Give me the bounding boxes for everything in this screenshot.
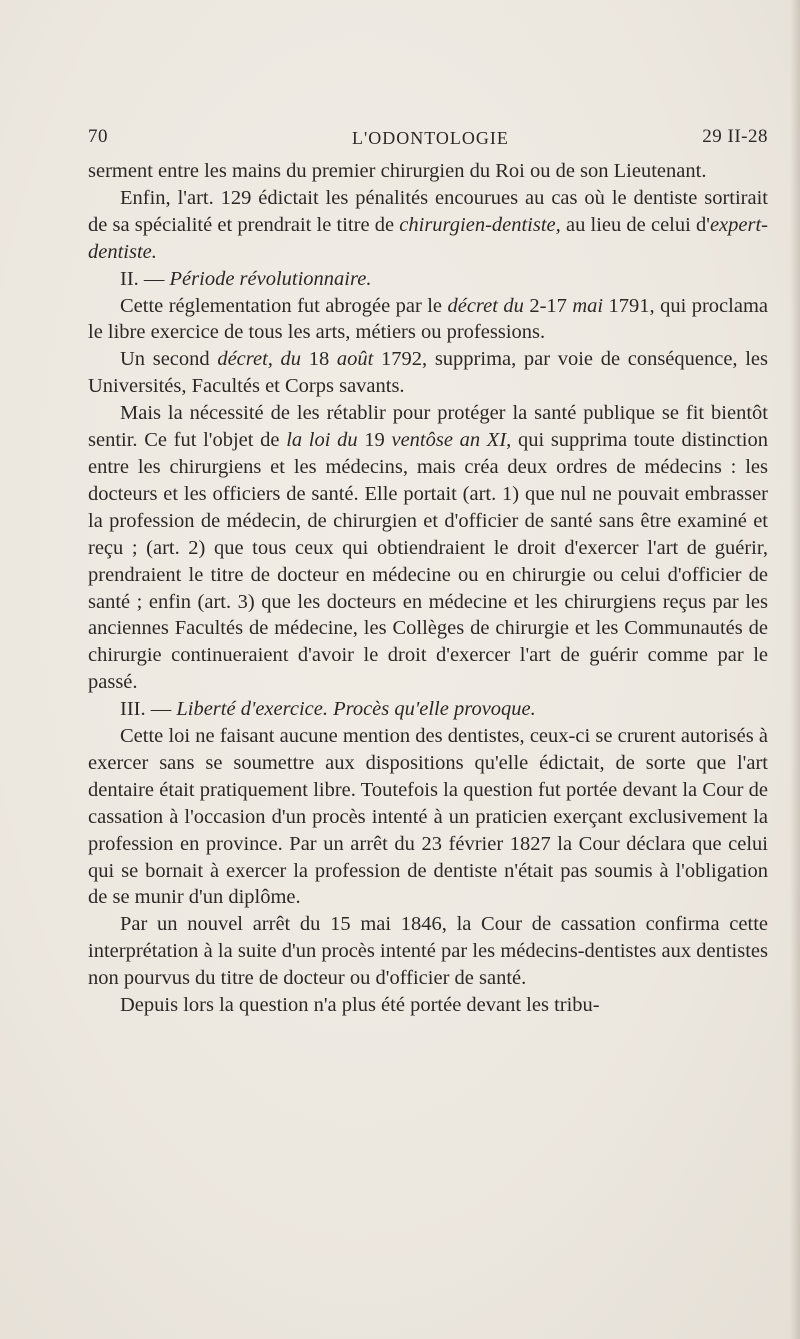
paragraph-article-129: Enfin, l'art. 129 édictait les pénalités encourues au cas où le dentiste sortirait de sa spécialité et prendrait le titre de chirurgien-dentiste, au lieu de celui d'expert-dentiste. xyxy=(88,186,768,263)
paragraph-court-1827: Cette loi ne faisant aucune mention des dentistes, ceux-ci se crurent autorisés à exercer sans se soumettre aux dispositions qu'elle édictait, de sorte que l'art dentaire était pratiquement libre. Toutefois la question fut portée devant la Cour de cassation à l'occasion d'un procès intenté à un praticien exerçant exclusivement la profession en province. Par un arrêt du 23 février 1827 la Cour déclara que celui qui se bornait à exercer la profession de dentiste n'était pas soumis à l'obligation de se munir d'un diplôme. xyxy=(88,725,768,909)
page-edge-shadow xyxy=(790,0,800,1339)
journal-title: L'ODONTOLOGIE xyxy=(352,128,509,148)
issue-date: 29 II-28 xyxy=(702,126,768,147)
paragraph-decree-1791: Cette réglementation fut abrogée par le décret du 2-17 mai 1791, qui proclama le libre exercice de tous les arts, métiers ou professions. xyxy=(88,294,768,344)
paragraph-court-1846: Par un nouvel arrêt du 15 mai 1846, la Cour de cassation confirma cette interprétation à la suite d'un procès intenté par les médecins-dentistes aux dentistes non pourvus du titre de docteur ou d'officier de santé. xyxy=(88,913,768,990)
running-header xyxy=(88,126,768,156)
page-number: 70 xyxy=(88,126,108,147)
paragraph-law-ventose: Mais la nécessité de les rétablir pour protéger la santé publique se fit bientôt sentir. Ce fut l'objet de la loi du 19 ventôse an XI, qui supprima toute distinction entre les chirurgiens et les médecins, mais créa deux ordres de médecins : les docteurs et les officiers de santé. Elle portait (art. 1) que nul ne pouvait embrasser la profession de médecin, de chirurgien et d'officier de santé sans être examiné et reçu ; (art. 2) que tous ceux qui obtiendraient le droit d'exercer l'art de guérir, prendraient le titre de docteur en médecine ou en chirurgie ou celui d'officier de santé ; enfin (art. 3) que les docteurs en médecine et les chirurgiens reçus par les anciennes Facultés de médecine, les Collèges de chirurgie et les Communautés de chirurgie continueraient d'avoir le droit d'exercer l'art de guérir comme par le passé. xyxy=(88,402,769,694)
paragraph-decree-1792: Un second décret, du 18 août 1792, supprima, par voie de conséquence, les Universités, Facultés et Corps savants. xyxy=(88,348,768,398)
paragraph-final: Depuis lors la question n'a plus été portée devant les tribu- xyxy=(120,994,600,1017)
section-heading-iii: III. — Liberté d'exercice. Procès qu'elle provoque. xyxy=(120,698,536,721)
section-heading-ii: II. — Période révolutionnaire. xyxy=(120,267,372,290)
paragraph-continuation: serment entre les mains du premier chirurgien du Roi ou de son Lieutenant. xyxy=(88,160,707,182)
body-text xyxy=(88,158,768,1019)
